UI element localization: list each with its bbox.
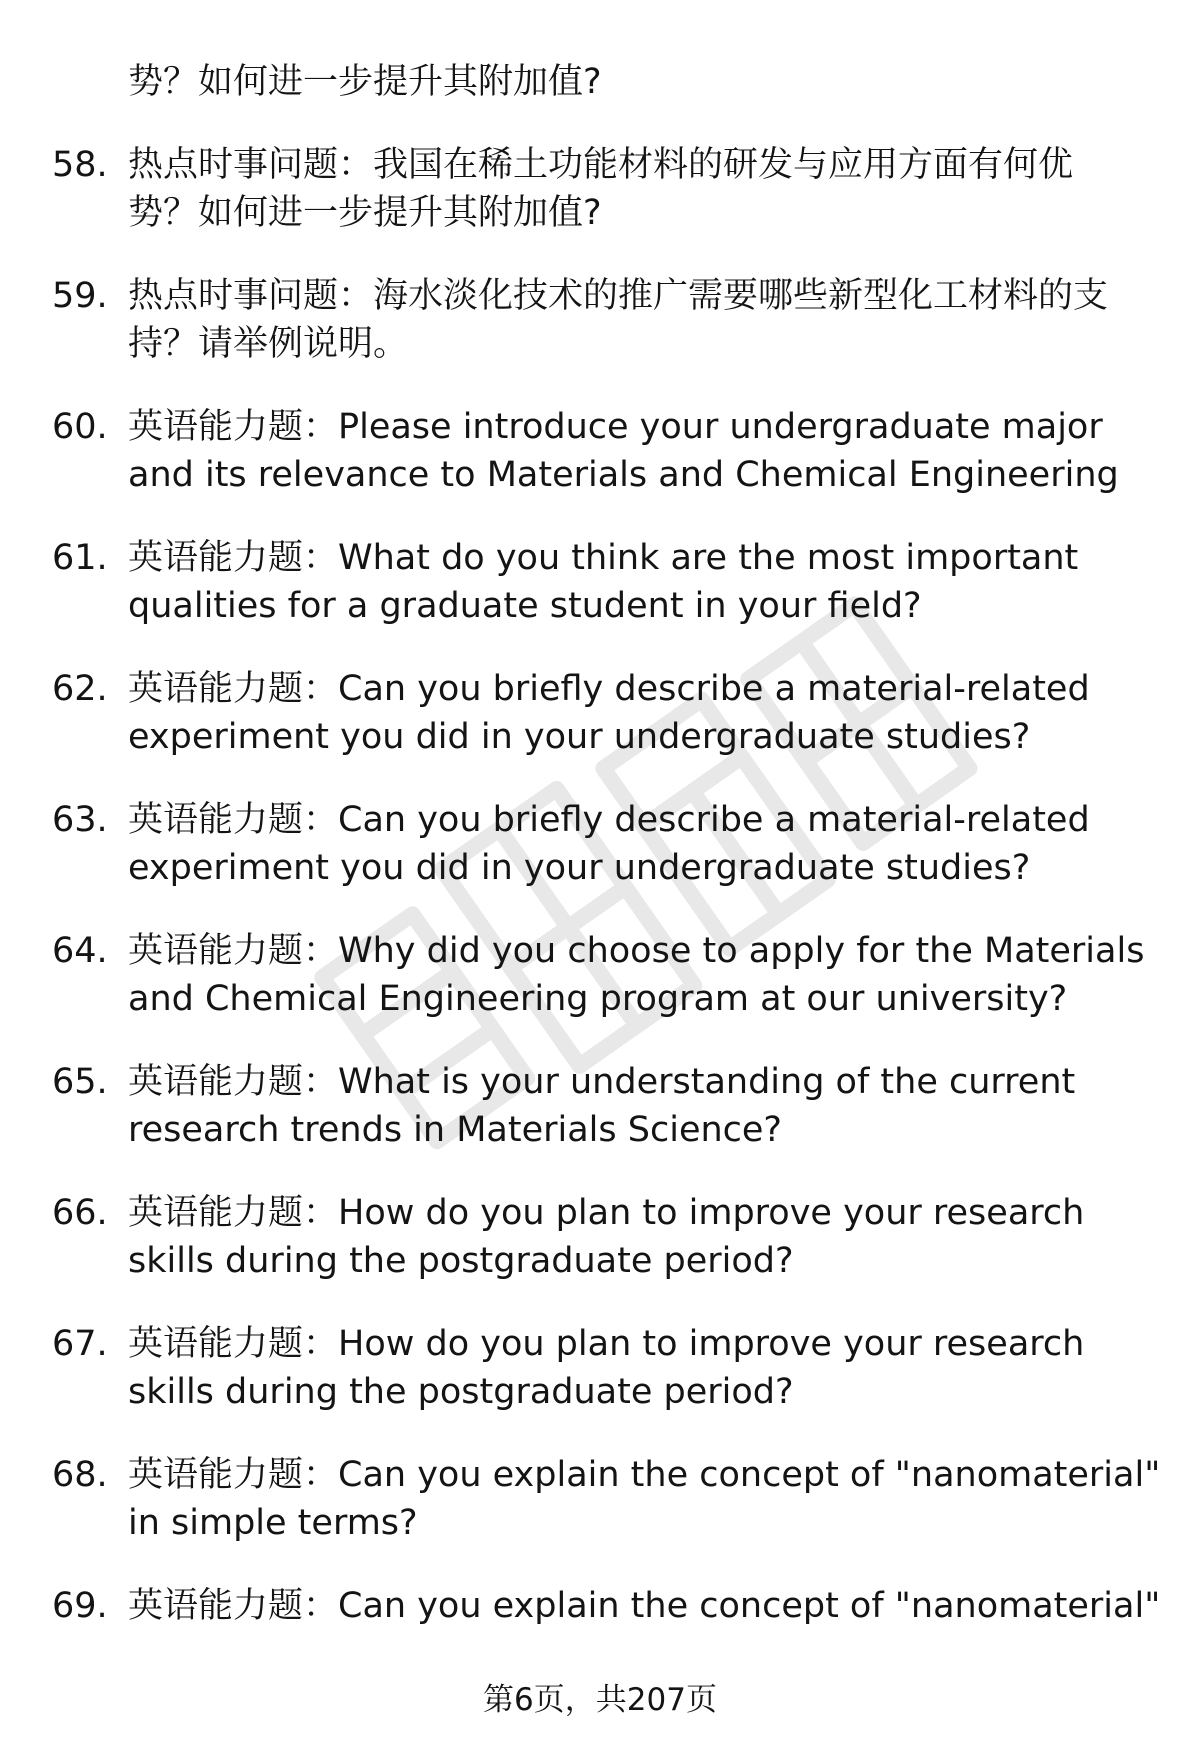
question-line: 英语能力题：How do you plan to improve your research	[128, 1324, 1085, 1364]
question-line: in simple terms?	[128, 1503, 418, 1543]
question-line: skills during the postgraduate period?	[128, 1372, 794, 1412]
question-line: 势？如何进一步提升其附加值?	[128, 62, 602, 102]
question-line: 英语能力题：Can you explain the concept of "nanomaterial"	[128, 1455, 1161, 1495]
question-line: 势？如何进一步提升其附加值?	[128, 193, 602, 233]
question-list	[52, 58, 1161, 1665]
question-line: 英语能力题：Why did you choose to apply for the Materials	[128, 931, 1145, 971]
question-text	[128, 1320, 1152, 1416]
question-text	[128, 796, 1152, 892]
question-number: 68.	[52, 1455, 108, 1495]
question-line: 热点时事问题：我国在稀土功能材料的研发与应用方面有何优	[128, 145, 1074, 185]
question-text	[128, 534, 1152, 630]
question-line: and Chemical Engineering program at our university?	[128, 979, 1068, 1019]
question-line: 英语能力题：What is your understanding of the current	[128, 1062, 1076, 1102]
question-line: qualities for a graduate student in your field?	[128, 586, 922, 626]
question-line: experiment you did in your undergraduate studies?	[128, 717, 1031, 757]
question-number: 65.	[52, 1062, 108, 1102]
question-line: 英语能力题：Can you briefly describe a material-related	[128, 669, 1090, 709]
question-number: 61.	[52, 538, 108, 578]
list-item	[52, 1320, 1152, 1416]
list-item	[52, 665, 1152, 761]
question-number: 67.	[52, 1324, 108, 1364]
question-line: skills during the postgraduate period?	[128, 1241, 794, 1281]
question-number: 60.	[52, 407, 108, 447]
list-item	[52, 272, 1152, 368]
question-text	[128, 58, 1152, 106]
question-text	[128, 141, 1152, 237]
question-line: 英语能力题：Can you briefly describe a material-related	[128, 800, 1090, 840]
question-text	[128, 1189, 1152, 1285]
question-number: 62.	[52, 669, 108, 709]
question-line: 持？请举例说明。	[128, 324, 409, 364]
question-text	[128, 1058, 1152, 1154]
list-item	[52, 796, 1152, 892]
question-text	[128, 272, 1152, 368]
question-line: research trends in Materials Science?	[128, 1110, 783, 1150]
list-item	[52, 927, 1152, 1023]
question-number: 69.	[52, 1586, 108, 1626]
list-item	[52, 1058, 1152, 1154]
question-number: 66.	[52, 1193, 108, 1233]
question-text	[128, 1582, 1161, 1630]
question-number: 64.	[52, 931, 108, 971]
question-number: 59.	[52, 276, 108, 316]
question-line: 英语能力题：What do you think are the most important	[128, 538, 1079, 578]
question-line: 热点时事问题：海水淡化技术的推广需要哪些新型化工材料的支	[128, 276, 1109, 316]
question-number: 63.	[52, 800, 108, 840]
continued-question-text	[52, 58, 1152, 106]
list-item	[52, 1189, 1152, 1285]
question-line: 英语能力题：How do you plan to improve your research	[128, 1193, 1085, 1233]
question-number: 58.	[52, 145, 108, 185]
question-text	[128, 665, 1152, 761]
list-item	[52, 534, 1152, 630]
question-line: and its relevance to Materials and Chemical Engineering	[128, 455, 1119, 495]
question-text	[128, 1451, 1161, 1547]
page-footer: 第6页，共207页	[483, 1682, 717, 1718]
question-text	[128, 403, 1152, 499]
question-line: 英语能力题：Please introduce your undergraduate major	[128, 407, 1103, 447]
question-text	[128, 927, 1152, 1023]
list-item	[52, 141, 1152, 237]
list-item	[52, 403, 1152, 499]
question-line: experiment you did in your undergraduate studies?	[128, 848, 1031, 888]
question-line: 英语能力题：Can you explain the concept of "nanomaterial"	[128, 1586, 1161, 1626]
list-item	[52, 1582, 1161, 1630]
list-item	[52, 1451, 1161, 1547]
